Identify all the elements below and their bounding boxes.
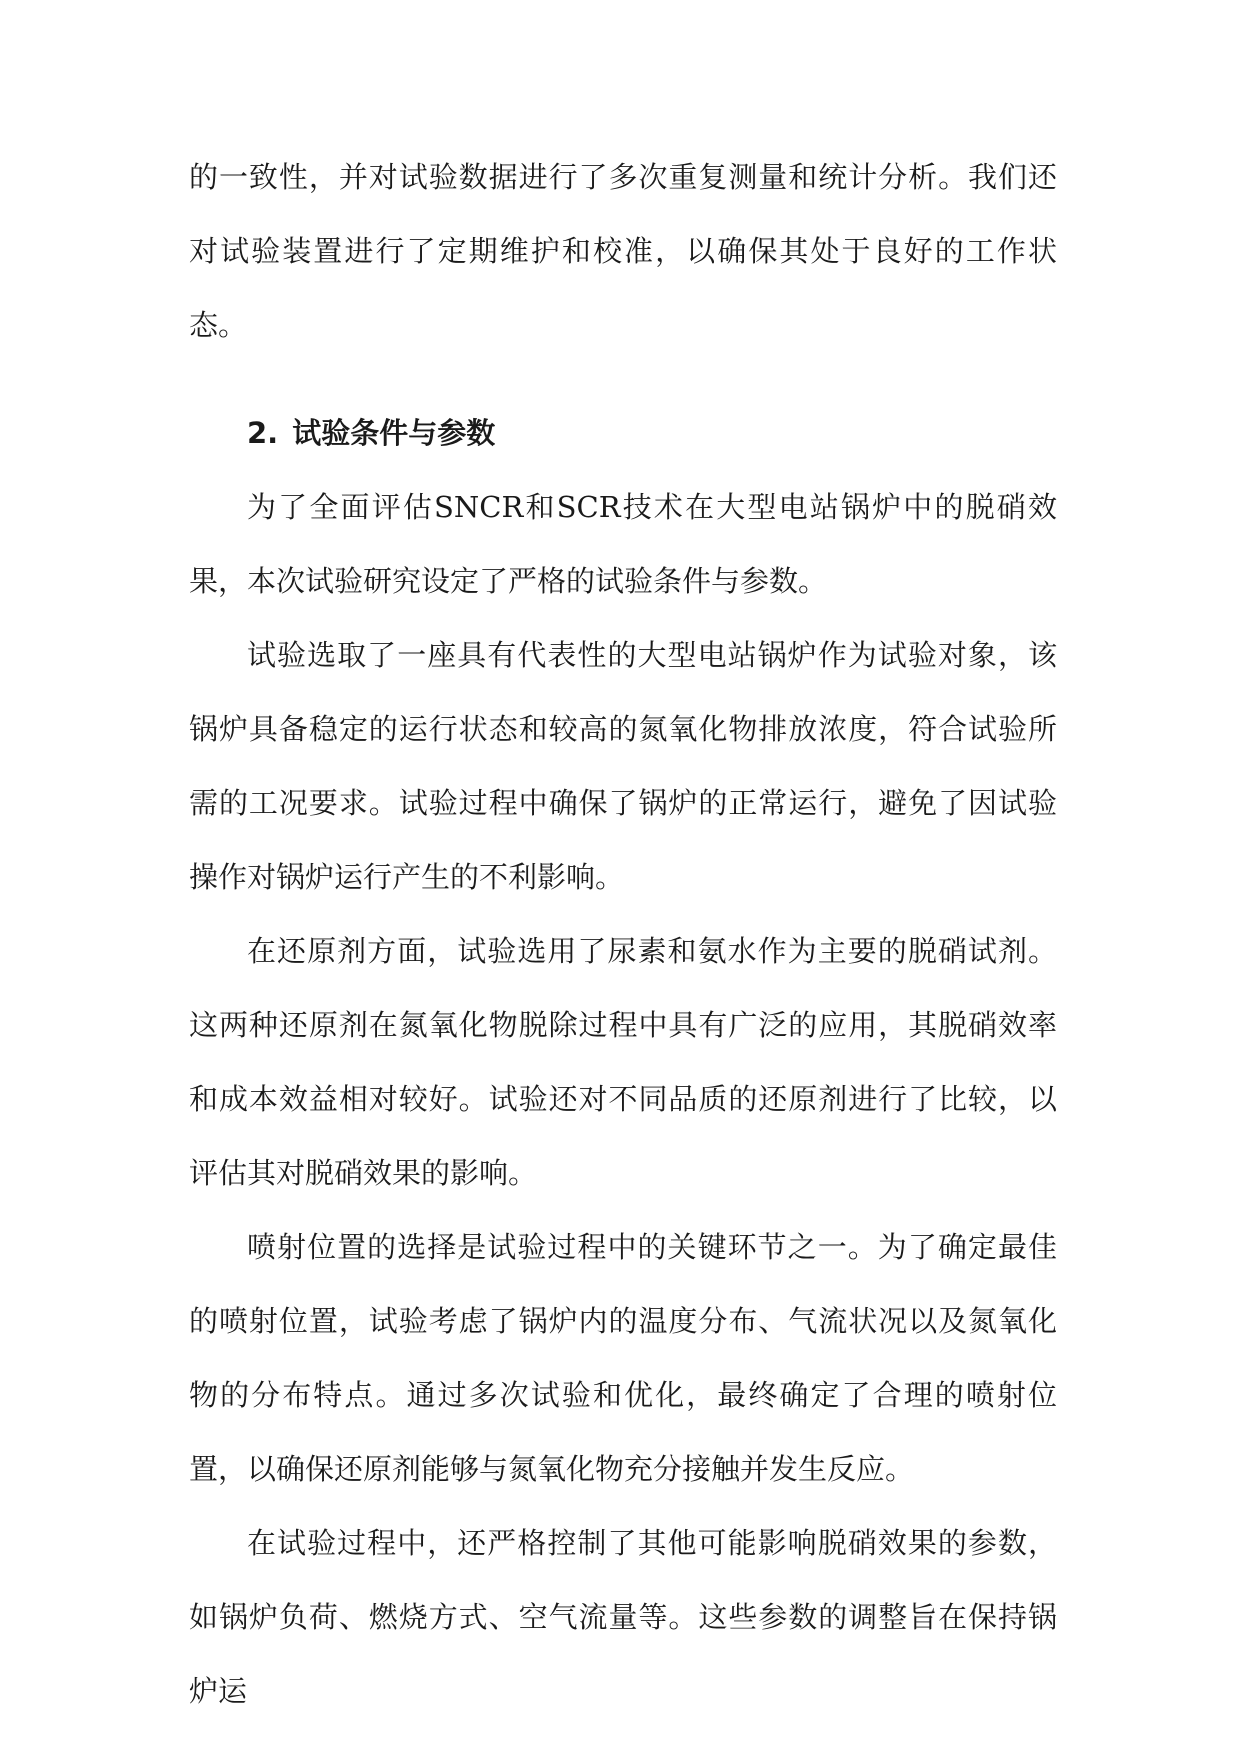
section-heading [189, 362, 1057, 470]
paragraph-continued: 的一致性，并对试验数据进行了多次重复测量和统计分析。我们还对试验装置进行了定期维护和校准，以确保其处于良好的工作状态。 [189, 160, 1057, 342]
document-body [189, 140, 1057, 1728]
paragraph-2: 试验选取了一座具有代表性的大型电站锅炉作为试验对象，该锅炉具备稳定的运行状态和较高的氮氧化物排放浓度，符合试验所需的工况要求。试验过程中确保了锅炉的正常运行，避免了因试验操作对锅炉运行产生的不利影响。 [189, 638, 1057, 894]
section-number: 2. [247, 416, 279, 450]
paragraph-5: 在试验过程中，还严格控制了其他可能影响脱硝效果的参数，如锅炉负荷、燃烧方式、空气流量等。这些参数的调整旨在保持锅炉运 [189, 1526, 1057, 1708]
paragraph-4: 喷射位置的选择是试验过程中的关键环节之一。为了确定最佳的喷射位置，试验考虑了锅炉内的温度分布、气流状况以及氮氧化物的分布特点。通过多次试验和优化，最终确定了合理的喷射位置，以确保还原剂能够与氮氧化物充分接触并发生反应。 [189, 1230, 1057, 1486]
paragraph-1: 为了全面评估SNCR和SCR技术在大型电站锅炉中的脱硝效果，本次试验研究设定了严格的试验条件与参数。 [189, 490, 1057, 598]
paragraph-3: 在还原剂方面，试验选用了尿素和氨水作为主要的脱硝试剂。这两种还原剂在氮氧化物脱除过程中具有广泛的应用，其脱硝效率和成本效益相对较好。试验还对不同品质的还原剂进行了比较，以评估其对脱硝效果的影响。 [189, 934, 1057, 1190]
section-title: 试验条件与参数 [292, 416, 496, 450]
